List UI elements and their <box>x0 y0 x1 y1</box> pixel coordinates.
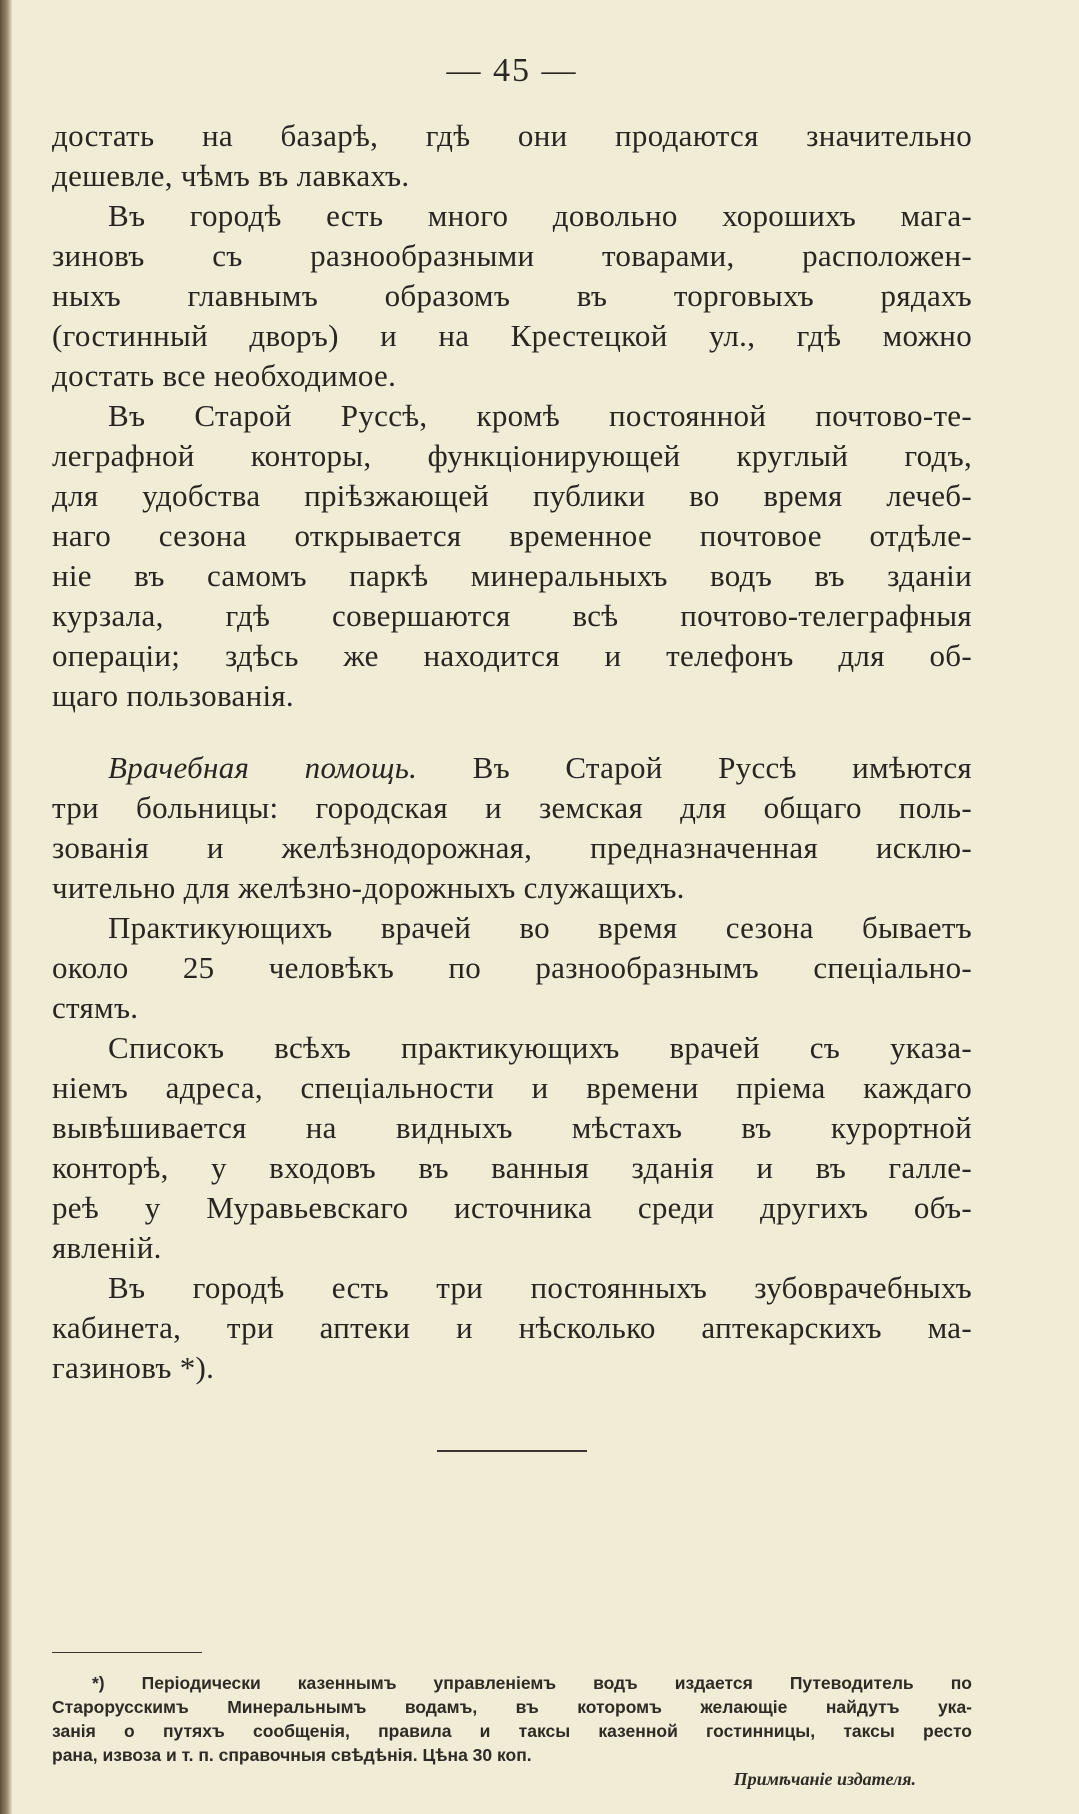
text-line: конторѣ, у входовъ въ ванныя зданія и въ галле- <box>52 1150 972 1185</box>
text-line: (гостинный дворъ) и на Крестецкой ул., гдѣ можно <box>52 318 972 353</box>
section-end-rule <box>437 1450 587 1452</box>
footnote <box>52 1671 972 1790</box>
text-line: щаго пользованія. <box>52 678 294 713</box>
text-line: ніемъ адреса, спеціальности и времени пріема каждаго <box>52 1070 972 1105</box>
text-line: реѣ у Муравьевскаго источника среди другихъ объ- <box>52 1190 972 1225</box>
text-block-medical <box>52 748 972 1388</box>
text-line: наго сезона открывается временное почтовое отдѣле- <box>52 518 972 553</box>
text-line: ныхъ главнымъ образомъ въ торговыхъ рядахъ <box>52 278 972 313</box>
text-line: чительно для желѣзно-дорожныхъ служащихъ. <box>52 870 685 905</box>
footnote-line: занія о путяхъ сообщенія, правила и таксы казенной гостинницы, таксы ресто <box>52 1721 972 1741</box>
footnote-line: Старорусскимъ Минеральнымъ водамъ, въ которомъ желающіе найдутъ ука- <box>52 1697 972 1717</box>
text-block-shops-post <box>52 116 972 716</box>
text-line: Въ Старой Руссѣ, кромѣ постоянной почтово-те- <box>108 398 972 433</box>
text-line: Врачебная помощь. Въ Старой Руссѣ имѣются <box>108 750 972 785</box>
text-line: три больницы: городская и земская для общаго поль- <box>52 790 972 825</box>
text-line: Въ городѣ есть много довольно хорошихъ мага- <box>108 198 972 233</box>
text-line: курзала, гдѣ совершаются всѣ почтово-телеграфныя <box>52 598 972 633</box>
text-line: явленій. <box>52 1230 162 1265</box>
book-spine-edge <box>0 0 12 1814</box>
text-line: ніе въ самомъ паркѣ минеральныхъ водъ въ зданіи <box>52 558 972 593</box>
text-line: достать все необходимое. <box>52 358 397 393</box>
text-line: зиновъ съ разнообразными товарами, расположен- <box>52 238 972 273</box>
text-line: Списокъ всѣхъ практикующихъ врачей съ указа- <box>108 1030 972 1065</box>
text-line: дешевле, чѣмъ въ лавкахъ. <box>52 158 410 193</box>
text-line: достать на базарѣ, гдѣ они продаются значительно <box>52 118 972 153</box>
text-line: зованія и желѣзнодорожная, предназначенная исклю- <box>52 830 972 865</box>
text-line: около 25 человѣкъ по разнообразнымъ спеціально- <box>52 950 972 985</box>
book-page <box>52 52 972 1790</box>
text-line: вывѣшивается на видныхъ мѣстахъ въ курортной <box>52 1110 972 1145</box>
section-heading-medical: Врачебная помощь. <box>108 750 418 785</box>
text-line: стямъ. <box>52 990 139 1025</box>
page-number: — 45 — <box>446 52 578 89</box>
footnote-signature: Примѣчаніе издателя. <box>733 1769 916 1789</box>
footnote-line: рана, извоза и т. п. справочныя свѣдѣнія. Цѣна 30 коп. <box>52 1745 532 1765</box>
text-line: кабинета, три аптеки и нѣсколько аптекарскихъ ма- <box>52 1310 972 1345</box>
text-line: газиновъ *). <box>52 1350 215 1385</box>
footnote-line: *) Періодически казеннымъ управленіемъ водъ издается Путеводитель по <box>92 1673 972 1693</box>
text-line: операціи; здѣсь же находится и телефонъ для об- <box>52 638 972 673</box>
text-line: Практикующихъ врачей во время сезона бываетъ <box>108 910 972 945</box>
text-line: Въ городѣ есть три постоянныхъ зубоврачебныхъ <box>108 1270 972 1305</box>
text-line: леграфной конторы, функціонирующей круглый годъ, <box>52 438 972 473</box>
text-line: для удобства пріѣзжающей публики во время лечеб- <box>52 478 972 513</box>
footnote-separator-rule <box>52 1652 202 1653</box>
